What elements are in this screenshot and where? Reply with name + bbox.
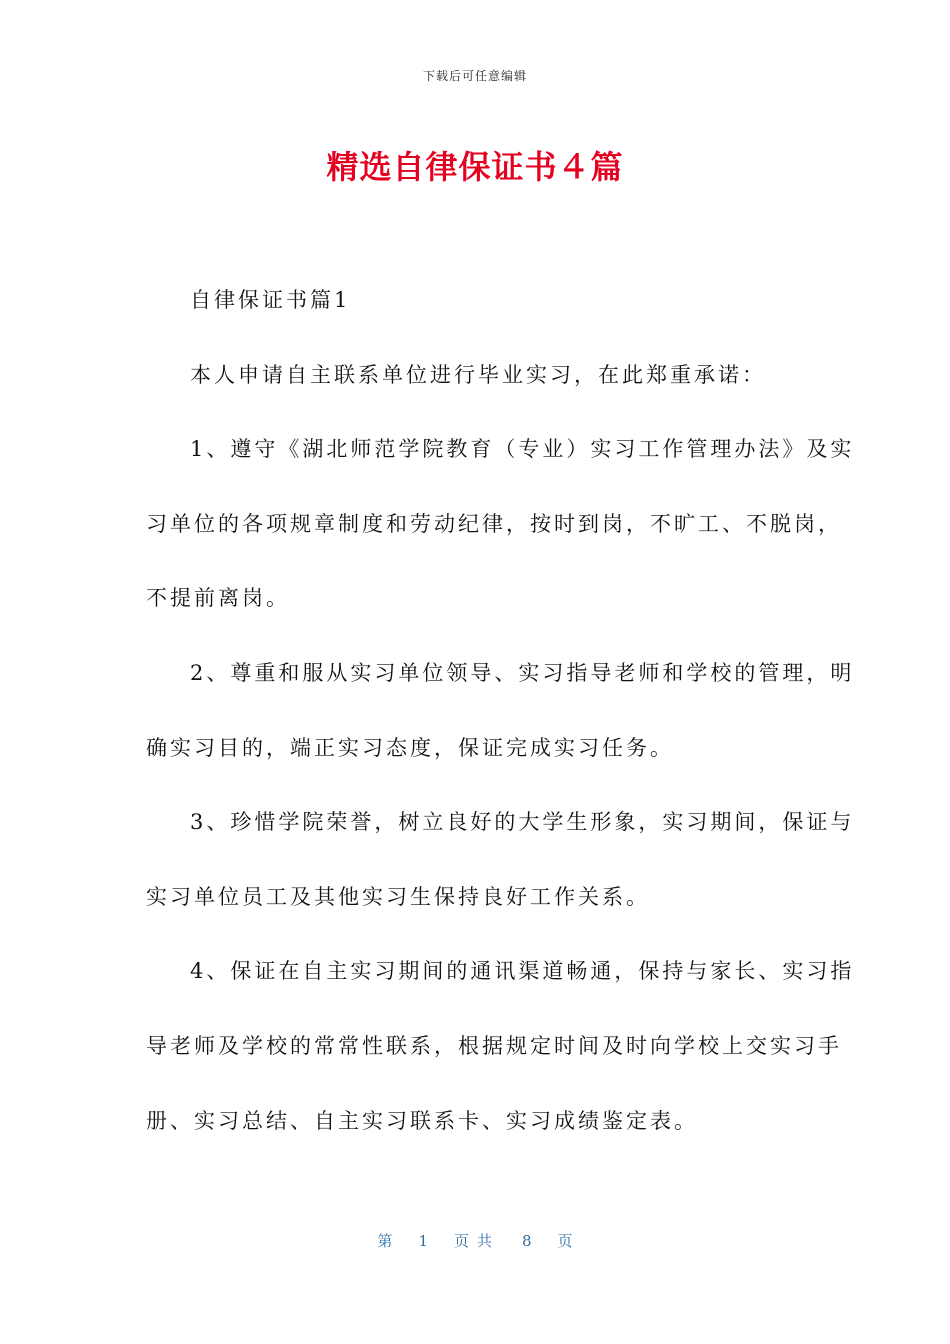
paragraph-line: 习单位的各项规章制度和劳动纪律，按时到岗，不旷工、不脱岗， <box>146 512 842 536</box>
paragraph-line: 2、尊重和服从实习单位领导、实习指导老师和学校的管理，明 <box>190 661 855 685</box>
footer-suffix: 页 <box>557 1232 573 1250</box>
footer-total-pages: 8 <box>522 1232 532 1250</box>
footer-prefix: 第 <box>377 1232 393 1250</box>
header-note: 下载后可任意编辑 <box>422 69 527 83</box>
paragraph-line: 4、保证在自主实习期间的通讯渠道畅通，保持与家长、实习指 <box>190 959 855 983</box>
paragraph-line: 确实习目的，端正实习态度，保证完成实习任务。 <box>146 736 674 760</box>
paragraph-line: 本人申请自主联系单位进行毕业实习，在此郑重承诺： <box>190 363 766 387</box>
section-heading: 自律保证书篇1 <box>190 288 351 312</box>
paragraph-line: 册、实习总结、自主实习联系卡、实习成绩鉴定表。 <box>146 1109 698 1133</box>
paragraph-line: 导老师及学校的常常性联系，根据规定时间及时向学校上交实习手 <box>146 1034 842 1058</box>
page-footer <box>0 1230 950 1251</box>
paragraph-line: 1、遵守《湖北师范学院教育（专业）实习工作管理办法》及实 <box>190 437 855 461</box>
paragraph-line: 3、珍惜学院荣誉，树立良好的大学生形象，实习期间，保证与 <box>190 810 855 834</box>
paragraph-line: 不提前离岗。 <box>146 586 290 610</box>
footer-middle: 页共 <box>453 1232 500 1250</box>
document-title: 精选自律保证书４篇 <box>326 148 624 186</box>
paragraph-line: 实习单位员工及其他实习生保持良好工作关系。 <box>146 885 650 909</box>
footer-current-page: 1 <box>418 1232 428 1250</box>
